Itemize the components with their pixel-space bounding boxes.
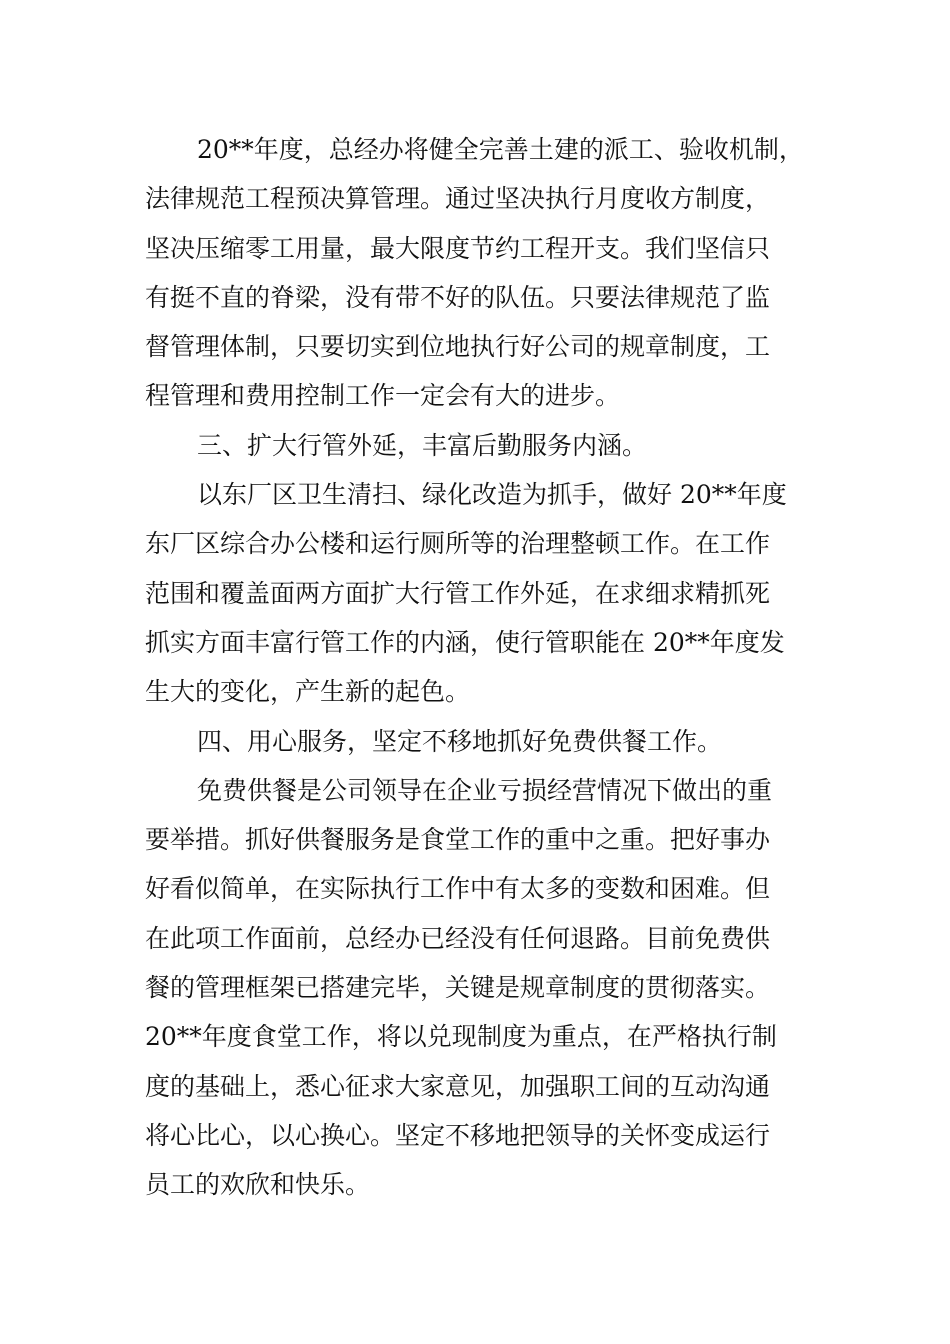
paragraph-3-line-7: 度的基础上，悉心征求大家意见，加强职工间的互动沟通 [145,1071,771,1101]
paragraph-3-line-6: 20**年度食堂工作，将以兑现制度为重点，在严格执行制 [145,1022,777,1052]
paragraph-3-line-4: 在此项工作面前，总经办已经没有任何退路。目前免费供 [145,923,771,953]
paragraph-2-line-1: 以东厂区卫生清扫、绿化改造为抓手，做好 20**年度 [197,480,787,510]
paragraph-3-line-1: 免费供餐是公司领导在企业亏损经营情况下做出的重 [197,775,773,805]
section-heading-3: 三、扩大行管外延，丰富后勤服务内涵。 [197,430,648,460]
paragraph-2-line-5: 生大的变化，产生新的起色。 [145,677,471,707]
section-heading-4: 四、用心服务，坚定不移地抓好免费供餐工作。 [197,726,723,756]
paragraph-3-line-5: 餐的管理框架已搭建完毕，关键是规章制度的贯彻落实。 [145,973,771,1003]
paragraph-1-line-2: 法律规范工程预决算管理。通过坚决执行月度收方制度， [145,184,771,214]
paragraph-2-line-4: 抓实方面丰富行管工作的内涵，使行管职能在 20**年度发 [145,627,785,657]
paragraph-2-line-2: 东厂区综合办公楼和运行厕所等的治理整顿工作。在工作 [145,529,771,559]
paragraph-1-line-4: 有挺不直的脊梁，没有带不好的队伍。只要法律规范了监 [145,282,771,312]
paragraph-3-line-8: 将心比心，以心换心。坚定不移地把领导的关怀变成运行 [145,1120,771,1150]
paragraph-2-line-3: 范围和覆盖面两方面扩大行管工作外延，在求细求精抓死 [145,578,771,608]
document-body [145,125,845,1210]
paragraph-1-line-5: 督管理体制，只要切实到位地执行好公司的规章制度，工 [145,332,771,362]
paragraph-3-line-3: 好看似简单，在实际执行工作中有太多的变数和困难。但 [145,874,771,904]
paragraph-3-line-9: 员工的欢欣和快乐。 [145,1170,371,1200]
paragraph-1-line-3: 坚决压缩零工用量，最大限度节约工程开支。我们坚信只 [145,233,771,263]
paragraph-1-line-6: 程管理和费用控制工作一定会有大的进步。 [145,381,621,411]
paragraph-3-line-2: 要举措。抓好供餐服务是食堂工作的重中之重。把好事办 [145,825,771,855]
paragraph-1-line-1: 20**年度，总经办将健全完善土建的派工、验收机制， [197,135,804,164]
